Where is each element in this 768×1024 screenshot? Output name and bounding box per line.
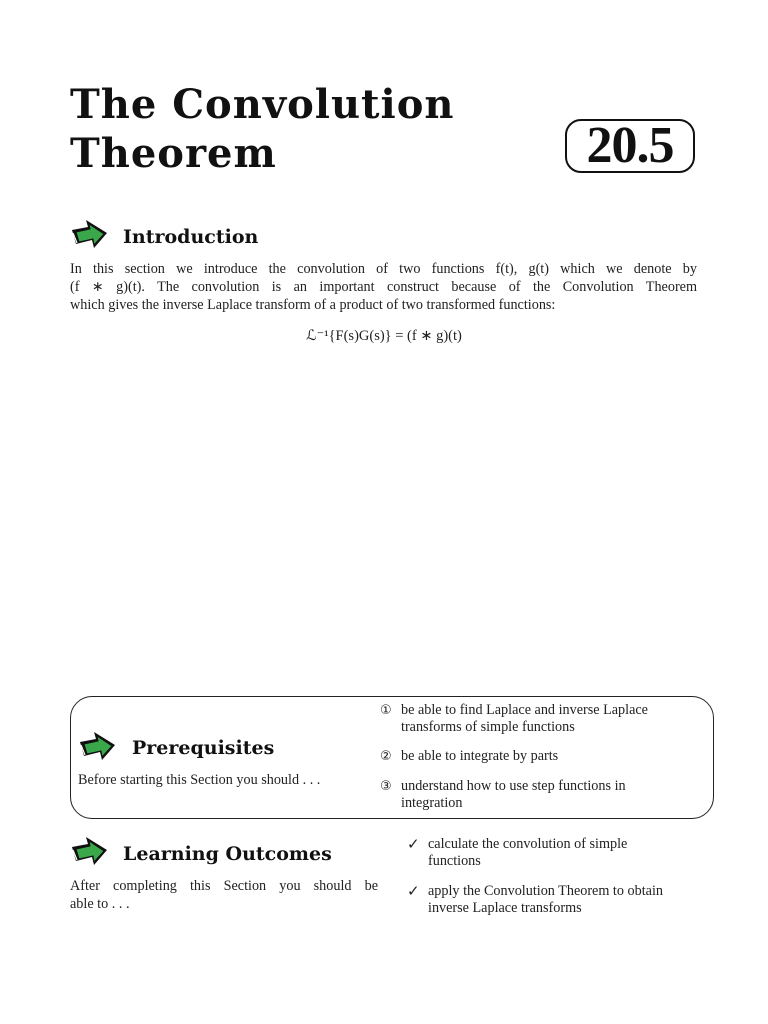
learning-outcomes-description bbox=[70, 877, 378, 913]
learning-outcome-item-text: calculate the convolution of simple bbox=[428, 836, 628, 852]
learning-outcome-item-text: apply the Convolution Theorem to obtain bbox=[428, 883, 663, 899]
page-title-line2: Theorem bbox=[70, 130, 277, 177]
learning-outcome-item-text: inverse Laplace transforms bbox=[428, 900, 582, 916]
circled-two-icon: ② bbox=[380, 749, 392, 764]
arrow-pointer-icon bbox=[70, 218, 110, 252]
learning-outcome-item-text: functions bbox=[428, 853, 481, 869]
prerequisite-item-text: transforms of simple functions bbox=[401, 719, 575, 735]
prerequisite-item-text: be able to find Laplace and inverse Laplace bbox=[401, 702, 648, 718]
arrow-pointer-icon bbox=[70, 835, 110, 869]
page-title bbox=[70, 80, 490, 178]
introduction-heading: Introduction bbox=[123, 226, 259, 248]
page-title-line1: The Convolution bbox=[70, 81, 455, 128]
prerequisites-heading: Prerequisites bbox=[132, 737, 275, 759]
circled-one-icon: ① bbox=[380, 703, 392, 718]
learning-outcomes-heading: Learning Outcomes bbox=[123, 843, 332, 865]
introduction-text bbox=[70, 260, 697, 314]
convolution-equation: ℒ⁻¹{F(s)G(s)} = (f ∗ g)(t) bbox=[306, 328, 462, 344]
section-number-badge: 20.5 bbox=[565, 119, 695, 173]
introduction-line: (f ∗ g)(t). The convolution is an important construct because of the Convolution Theorem bbox=[70, 279, 697, 295]
checkmark-icon: ✓ bbox=[407, 835, 420, 853]
introduction-line: In this section we introduce the convolution of two functions f(t), g(t) which we denote by bbox=[70, 261, 697, 277]
prerequisite-item-text: be able to integrate by parts bbox=[401, 748, 559, 764]
prerequisites-description: Before starting this Section you should . . . bbox=[78, 772, 321, 788]
checkmark-icon: ✓ bbox=[407, 882, 420, 900]
circled-three-icon: ③ bbox=[380, 779, 392, 794]
arrow-pointer-icon bbox=[78, 730, 118, 764]
introduction-line: which gives the inverse Laplace transform of a product of two transformed functions: bbox=[70, 297, 556, 313]
learning-outcomes-description-line: able to . . . bbox=[70, 896, 130, 912]
learning-outcomes-description-line: After completing this Section you should be bbox=[70, 878, 378, 894]
prerequisite-item-text: understand how to use step functions in bbox=[401, 778, 626, 794]
prerequisite-item-text: integration bbox=[401, 795, 463, 811]
